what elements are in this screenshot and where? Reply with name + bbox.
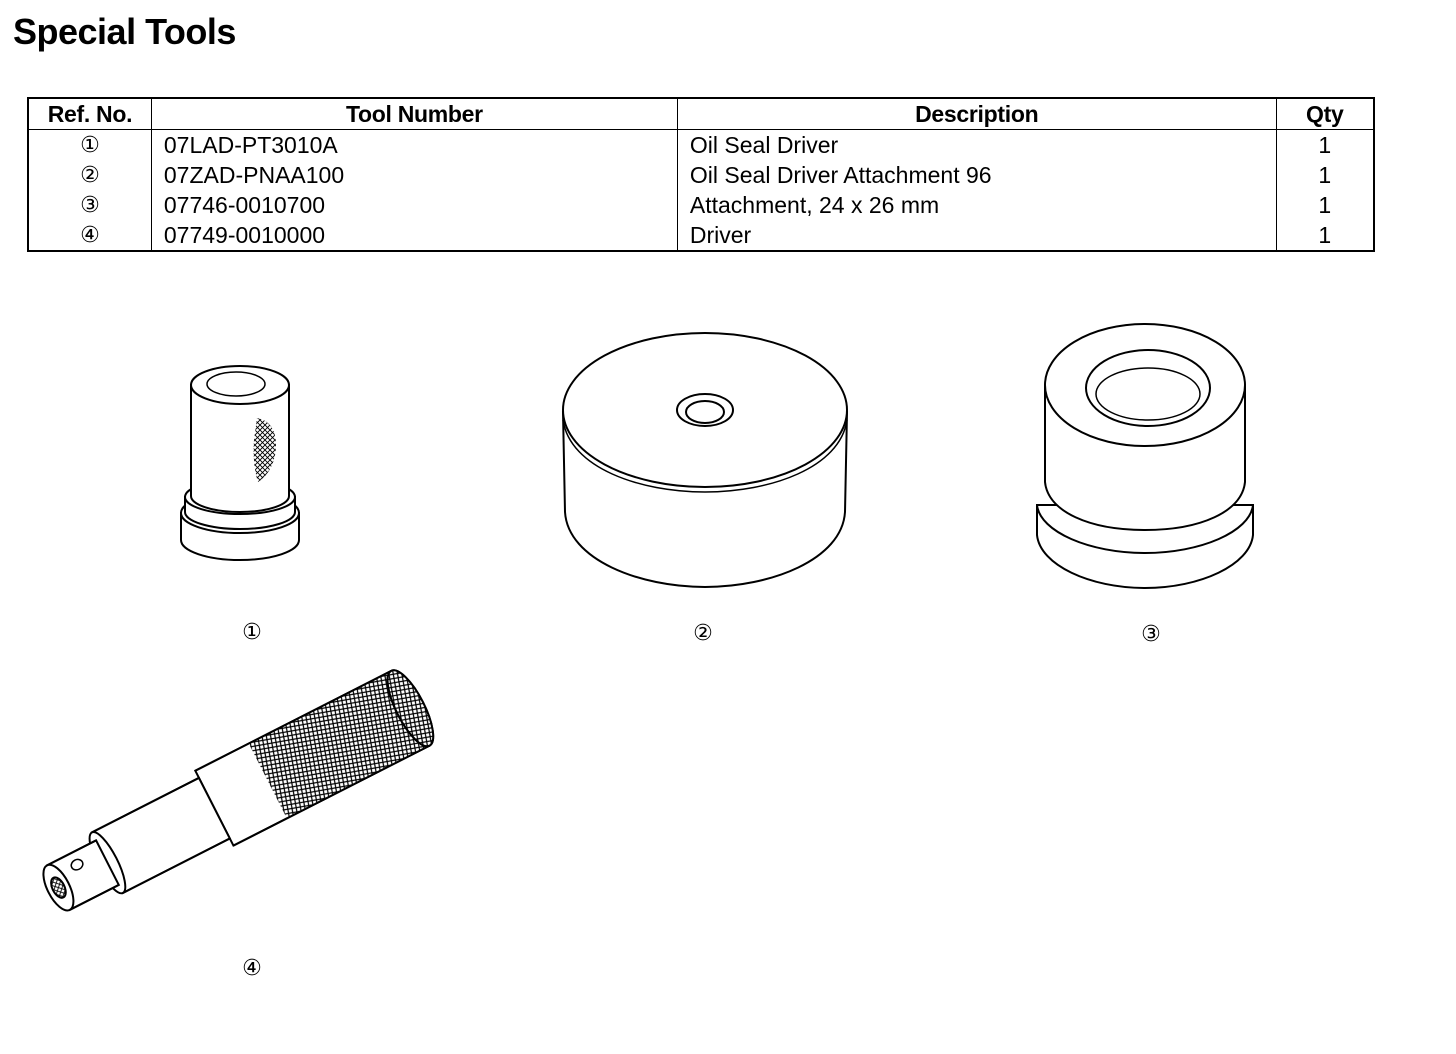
cell-description: Oil Seal Driver xyxy=(677,130,1276,161)
header-description: Description xyxy=(677,98,1276,130)
figure-label-3: ③ xyxy=(1141,622,1161,647)
cell-tool-number: 07749-0010000 xyxy=(151,220,677,251)
cell-qty: 1 xyxy=(1276,160,1374,190)
driver-attachment-96-drawing xyxy=(563,333,847,587)
page-title: Special Tools xyxy=(13,11,236,52)
cell-description: Oil Seal Driver Attachment 96 xyxy=(677,160,1276,190)
cell-qty: 1 xyxy=(1276,130,1374,161)
cell-tool-number: 07LAD-PT3010A xyxy=(151,130,677,161)
cell-ref: ④ xyxy=(28,220,151,251)
figure-label-4: ④ xyxy=(242,956,262,981)
cell-ref: ② xyxy=(28,160,151,190)
figure-label-2: ② xyxy=(693,621,713,646)
oil-seal-driver-drawing xyxy=(181,366,299,560)
cell-description: Attachment, 24 x 26 mm xyxy=(677,190,1276,220)
cell-ref: ③ xyxy=(28,190,151,220)
cell-tool-number: 07746-0010700 xyxy=(151,190,677,220)
cell-ref: ① xyxy=(28,130,151,161)
cell-qty: 1 xyxy=(1276,220,1374,251)
figure-label-1: ① xyxy=(242,620,262,645)
cell-description: Driver xyxy=(677,220,1276,251)
attachment-24x26-drawing xyxy=(1037,324,1253,588)
cell-tool-number: 07ZAD-PNAA100 xyxy=(151,160,677,190)
cell-qty: 1 xyxy=(1276,190,1374,220)
driver-handle-drawing xyxy=(30,665,442,931)
header-ref-no: Ref. No. xyxy=(28,98,151,130)
header-tool-number: Tool Number xyxy=(151,98,677,130)
header-qty: Qty xyxy=(1276,98,1374,130)
